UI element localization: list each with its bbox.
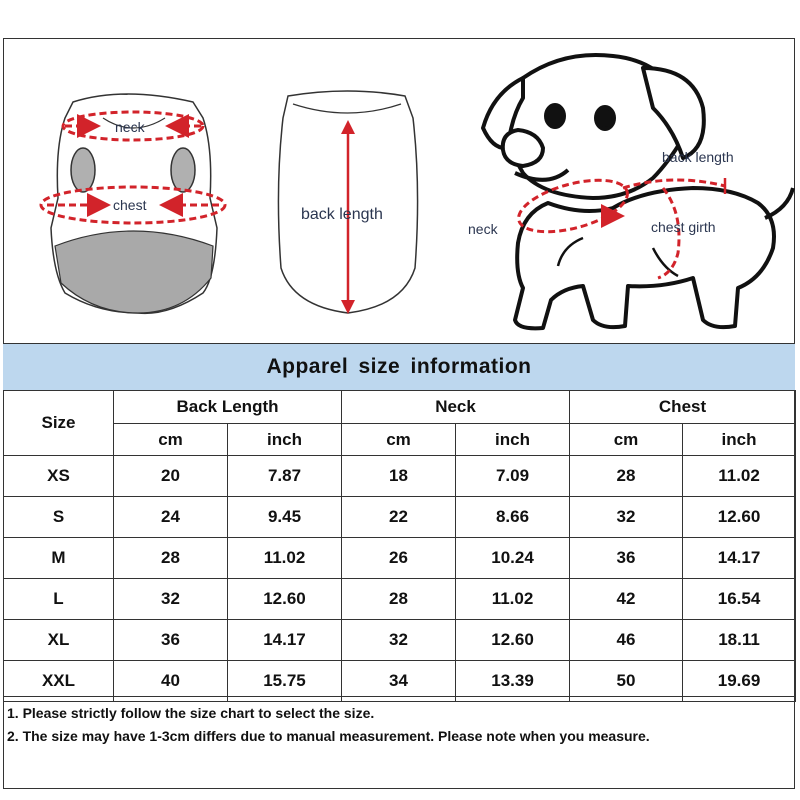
value-cell: 11.02 xyxy=(228,538,342,579)
unit-header: inch xyxy=(456,424,570,456)
vest-back-length-label: back length xyxy=(301,206,383,223)
value-cell: 36 xyxy=(570,538,683,579)
size-column-header: Size xyxy=(4,391,114,456)
value-cell: 46 xyxy=(570,620,683,661)
value-cell: 14.17 xyxy=(228,620,342,661)
unit-header: cm xyxy=(114,424,228,456)
back-length-header: Back Length xyxy=(114,391,342,424)
value-cell: 26 xyxy=(342,538,456,579)
value-cell: 9.45 xyxy=(228,497,342,538)
value-cell: 28 xyxy=(114,538,228,579)
note-line: 1. Please strictly follow the size chart to select the size. xyxy=(7,705,375,721)
size-cell: XS xyxy=(4,456,114,497)
value-cell: 34 xyxy=(342,661,456,702)
size-cell: L xyxy=(4,579,114,620)
size-cell: XL xyxy=(4,620,114,661)
neck-header: Neck xyxy=(342,391,570,424)
value-cell: 15.75 xyxy=(228,661,342,702)
value-cell: 50 xyxy=(570,661,683,702)
unit-header: inch xyxy=(228,424,342,456)
value-cell: 12.60 xyxy=(456,620,570,661)
vest-chest-label: chest xyxy=(113,197,147,213)
measurement-illustration xyxy=(3,38,795,340)
value-cell: 32 xyxy=(570,497,683,538)
value-cell: 18 xyxy=(342,456,456,497)
table-row xyxy=(4,579,796,620)
vest-back-diagram xyxy=(278,91,417,314)
value-cell: 8.66 xyxy=(456,497,570,538)
table-row xyxy=(4,456,796,497)
value-cell: 13.39 xyxy=(456,661,570,702)
dog-chest-girth-label: chest girth xyxy=(651,219,716,235)
value-cell: 28 xyxy=(342,579,456,620)
dog-back-length-label: back length xyxy=(662,149,734,165)
value-cell: 7.09 xyxy=(456,456,570,497)
value-cell: 40 xyxy=(114,661,228,702)
value-cell: 22 xyxy=(342,497,456,538)
value-cell: 18.11 xyxy=(683,620,796,661)
unit-header: inch xyxy=(683,424,796,456)
value-cell: 11.02 xyxy=(456,579,570,620)
value-cell: 32 xyxy=(342,620,456,661)
value-cell: 20 xyxy=(114,456,228,497)
value-cell: 16.54 xyxy=(683,579,796,620)
dog-neck-label: neck xyxy=(468,221,498,237)
table-row xyxy=(4,497,796,538)
value-cell: 36 xyxy=(114,620,228,661)
size-notes xyxy=(3,696,795,789)
table-title-bar xyxy=(3,343,795,391)
value-cell: 7.87 xyxy=(228,456,342,497)
value-cell: 28 xyxy=(570,456,683,497)
note-line: 2. The size may have 1-3cm differs due to manual measurement. Please note when you measure. xyxy=(7,728,650,744)
unit-header: cm xyxy=(570,424,683,456)
value-cell: 19.69 xyxy=(683,661,796,702)
size-table xyxy=(3,390,796,702)
value-cell: 10.24 xyxy=(456,538,570,579)
vest-front-diagram xyxy=(41,94,225,313)
value-cell: 12.60 xyxy=(228,579,342,620)
table-row xyxy=(4,620,796,661)
value-cell: 42 xyxy=(570,579,683,620)
chest-header: Chest xyxy=(570,391,796,424)
value-cell: 24 xyxy=(114,497,228,538)
vest-neck-label: neck xyxy=(115,119,145,135)
unit-header: cm xyxy=(342,424,456,456)
value-cell: 11.02 xyxy=(683,456,796,497)
dog-diagram xyxy=(483,55,793,328)
value-cell: 12.60 xyxy=(683,497,796,538)
value-cell: 14.17 xyxy=(683,538,796,579)
value-cell: 32 xyxy=(114,579,228,620)
table-title: Apparel size information xyxy=(266,355,532,378)
table-row xyxy=(4,538,796,579)
size-cell: M xyxy=(4,538,114,579)
size-cell: XXL xyxy=(4,661,114,702)
size-cell: S xyxy=(4,497,114,538)
